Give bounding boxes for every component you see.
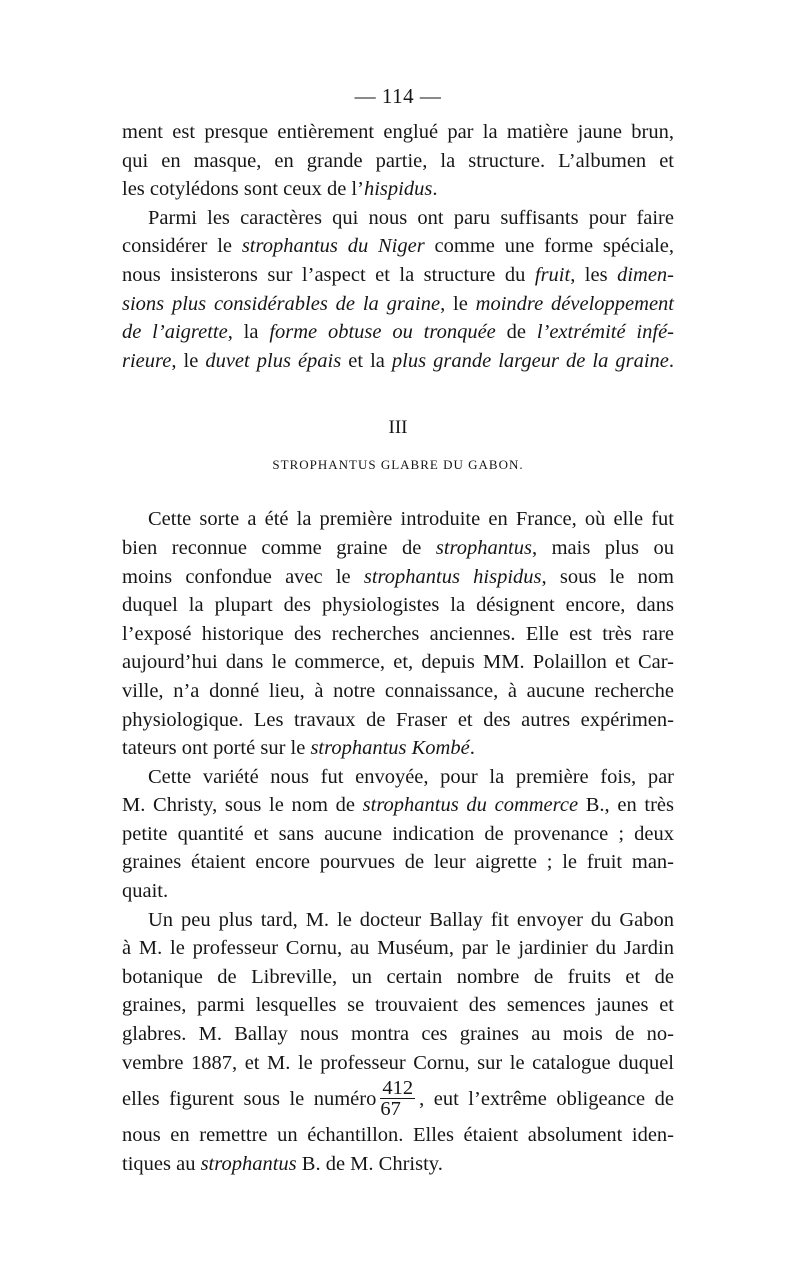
italic-term: strophantus du commerce [362, 794, 579, 817]
paragraph-continuation [122, 118, 674, 204]
section-number: III [388, 417, 408, 439]
text-span: , le [440, 292, 476, 315]
text-span: tiques au [122, 1152, 201, 1175]
text-line: glabres. M. Ballay nous montra ces graines au mois de no- [122, 1023, 674, 1046]
italic-term: duvet plus épais [205, 349, 342, 372]
text-line [122, 791, 674, 820]
paragraph-history [122, 505, 674, 762]
paragraph-gabon [122, 906, 674, 1179]
text-line: quait. [122, 880, 169, 903]
text-line [122, 734, 674, 763]
italic-term: l’extrémité infé- [536, 321, 675, 344]
text-line: ment est presque entièrement englué par la matière jaune brun, [122, 121, 674, 143]
italic-term: moindre développement [475, 292, 674, 315]
text-span: elles figurent sous le numéro [122, 1088, 377, 1111]
italic-term: strophantus hispidus [363, 565, 542, 588]
text-span: moins confondue avec le [122, 565, 364, 588]
text-span: bien reconnue comme graine de [122, 536, 436, 559]
text-line: aujourd’hui dans le commerce, et, depuis MM. Polaillon et Car- [122, 651, 674, 674]
text-line: qui en masque, en grande partie, la structure. L’albumen et [122, 149, 674, 172]
catalogue-fraction [380, 1078, 415, 1119]
text-line [122, 175, 674, 204]
text-span: , la [227, 321, 270, 344]
italic-term: fruit [534, 263, 571, 286]
italic-term: forme obtuse ou tronquée [269, 321, 496, 344]
page [122, 82, 674, 1178]
text-line [122, 534, 674, 563]
body-text [122, 118, 674, 1178]
text-line [122, 232, 674, 261]
italic-term: strophantus [435, 536, 532, 559]
text-line: nous en remettre un échantillon. Elles étaient absolument iden- [122, 1124, 674, 1147]
italic-term: de l’aigrette [122, 321, 228, 344]
text-span: , eut l’extrême obligeance de [419, 1088, 674, 1111]
paragraph-christy [122, 763, 674, 906]
text-line: graines, parmi lesquelles se trouvaient des semences jaunes et [122, 994, 674, 1017]
text-line [122, 563, 674, 592]
text-span: , les [570, 263, 618, 286]
text-line: physiologique. Les travaux de Fraser et des autres expérimen- [122, 708, 674, 731]
italic-term: hispidus [363, 178, 433, 201]
italic-term: dimen- [617, 263, 674, 286]
text-line: à M. le professeur Cornu, au Muséum, par le jardinier du Jardin [122, 937, 674, 960]
text-line [122, 1077, 674, 1121]
text-span: M. Christy, sous le nom de [122, 794, 363, 817]
text-span: comme une forme spéciale, [424, 235, 675, 258]
italic-term: sions plus considérables de la graine [122, 292, 441, 315]
text-line [122, 1150, 674, 1179]
text-line [122, 290, 674, 319]
text-line: petite quantité et sans aucune indication de provenance ; deux [122, 822, 674, 845]
text-span: . [432, 178, 438, 201]
text-span: nous insisterons sur l’aspect et la structure du [122, 263, 535, 286]
text-line: vembre 1887, et M. le professeur Cornu, sur le catalogue duquel [122, 1051, 674, 1074]
paragraph-niger [122, 204, 674, 376]
text-span: B. de M. Christy. [296, 1152, 443, 1175]
fraction-numerator: 412 [382, 1077, 414, 1100]
text-span: de [495, 321, 537, 344]
text-span: , le [171, 349, 206, 372]
text-line: Cette variété nous fut envoyée, pour la première fois, par [148, 765, 674, 788]
text-line [122, 347, 674, 376]
fraction-denominator: 67 [380, 1098, 401, 1121]
text-line: l’exposé historique des recherches anciennes. Elle est très rare [122, 622, 674, 645]
text-span: , mais plus ou [531, 536, 674, 559]
text-line: Un peu plus tard, M. le docteur Ballay fit envoyer du Gabon [148, 908, 674, 931]
text-line: Parmi les caractères qui nous ont paru suffisants pour faire [148, 206, 674, 229]
text-span: considérer le [122, 235, 242, 258]
text-span: B., en très [578, 794, 674, 817]
text-line: ville, n’a donné lieu, à notre connaissance, à aucune recherche [122, 679, 674, 702]
text-line: botanique de Libreville, un certain nombre de fruits et de [122, 965, 674, 988]
text-span: et la [341, 349, 392, 372]
text-line [122, 318, 674, 347]
italic-term: plus grande largeur de la graine [391, 349, 669, 372]
text-span: . [469, 737, 475, 760]
italic-term: strophantus Kombé [310, 737, 470, 760]
text-line: graines étaient encore pourvues de leur aigrette ; le fruit man- [122, 851, 674, 874]
text-line: Cette sorte a été la première introduite en France, où elle fut [148, 508, 674, 531]
text-span: les cotylédons sont ceux de l’ [122, 178, 364, 201]
text-span: , sous le nom [541, 565, 674, 588]
italic-term: rieure [122, 349, 172, 372]
page-number: — 114 — [354, 84, 442, 108]
text-span: . [668, 349, 675, 372]
spacer [122, 475, 674, 505]
text-line [122, 261, 674, 290]
text-span: tateurs ont porté sur le [122, 737, 311, 760]
italic-term: strophantus [200, 1152, 297, 1175]
text-line: duquel la plupart des physiologistes la désignent encore, dans [122, 594, 674, 617]
section-title: STROPHANTUS GLABRE DU GABON. [272, 457, 524, 473]
italic-term: strophantus du Niger [241, 235, 425, 258]
